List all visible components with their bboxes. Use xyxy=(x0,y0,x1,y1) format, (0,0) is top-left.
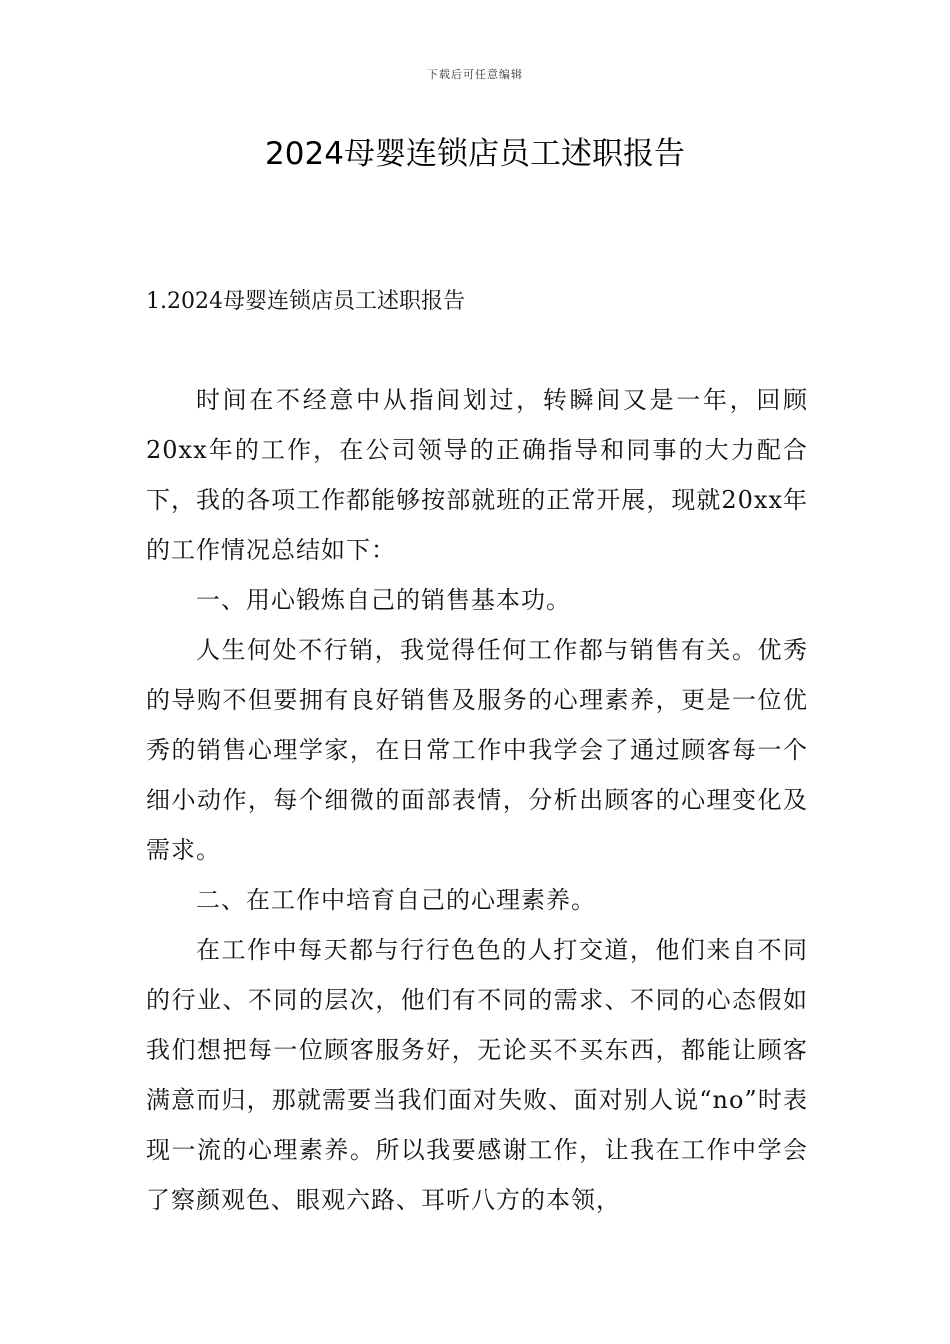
body-text xyxy=(146,375,808,1225)
header-note: 下载后可任意编辑 xyxy=(427,68,523,81)
paragraph-intro: 时间在不经意中从指间划过，转瞬间又是一年，回顾20xx年的工作，在公司领导的正确指导和同事的大力配合下，我的各项工作都能够按部就班的正常开展，现就20xx年的工作情况总结如下： xyxy=(146,386,808,564)
paragraph-point-one-heading: 一、用心锻炼自己的销售基本功。 xyxy=(196,586,571,614)
document-title: 2024母婴连锁店员工述职报告 xyxy=(265,136,685,172)
paragraph-point-one-body: 人生何处不行销，我觉得任何工作都与销售有关。优秀的导购不但要拥有良好销售及服务的心理素养，更是一位优秀的销售心理学家，在日常工作中我学会了通过顾客每一个细小动作，每个细微的面部表情，分析出顾客的心理变化及需求。 xyxy=(146,636,808,864)
section-heading: 1.2024母婴连锁店员工述职报告 xyxy=(146,289,465,314)
paragraph-point-two-heading: 二、在工作中培育自己的心理素养。 xyxy=(196,886,596,914)
paragraph-point-two-body: 在工作中每天都与行行色色的人打交道，他们来自不同的行业、不同的层次，他们有不同的需求、不同的心态假如我们想把每一位顾客服务好，无论买不买东西，都能让顾客满意而归，那就需要当我们面对失败、面对别人说“no”时表现一流的心理素养。所以我要感谢工作，让我在工作中学会了察颜观色、眼观六路、耳听八方的本领， xyxy=(146,936,808,1214)
